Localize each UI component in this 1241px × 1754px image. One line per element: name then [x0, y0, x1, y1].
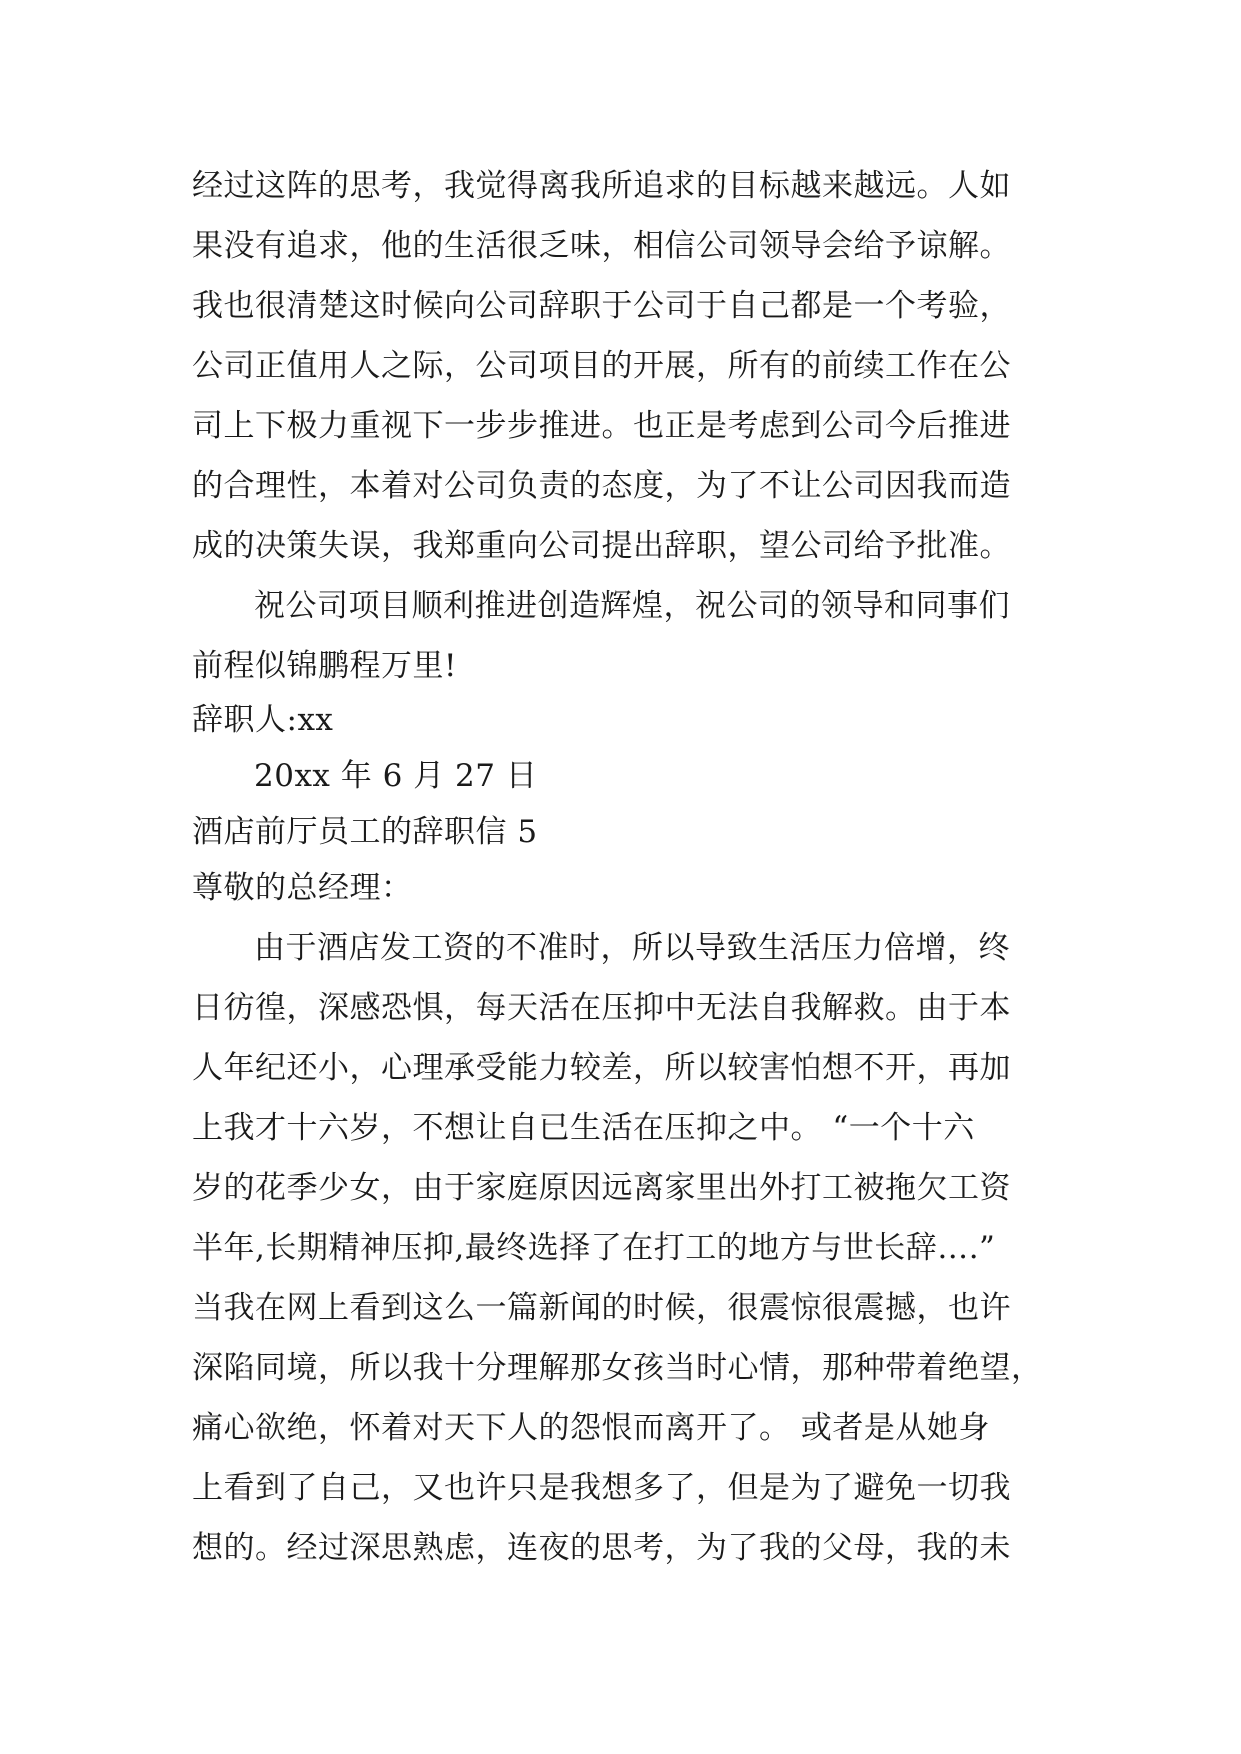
- text-line: 上我才十六岁，不想让自已生活在压抑之中。 “一个十六: [192, 1110, 975, 1146]
- text-line: 日彷徨，深感恐惧，每天活在压抑中无法自我解救。由于本: [192, 990, 1011, 1026]
- text-line: 司上下极力重视下一步步推进。也正是考虑到公司今后推进: [192, 408, 1011, 444]
- text-line: 的合理性，本着对公司负责的态度，为了不让公司因我而造: [192, 468, 1011, 504]
- text-line: 成的决策失误，我郑重向公司提出辞职，望公司给予批准。: [192, 528, 1011, 564]
- text-line: 想的。经过深思熟虑，连夜的思考，为了我的父母，我的未: [192, 1530, 1011, 1566]
- text-line: 祝公司项目顺利推进创造辉煌，祝公司的领导和同事们: [254, 588, 1010, 624]
- text-line: 经过这阵的思考，我觉得离我所追求的目标越来越远。人如: [192, 168, 1011, 204]
- text-line: 痛心欲绝，怀着对天下人的怨恨而离开了。 或者是从她身: [192, 1410, 990, 1446]
- salutation: 尊敬的总经理：: [192, 870, 413, 906]
- text-line: 深陷同境，所以我十分理解那女孩当时心情，那种带着绝望，: [192, 1350, 1043, 1386]
- date-line: 20xx 年 6 月 27 日: [254, 758, 538, 794]
- text-line: 岁的花季少女，由于家庭原因远离家里出外打工被拖欠工资: [192, 1170, 1011, 1206]
- text-line: 我也很清楚这时候向公司辞职于公司于自己都是一个考验，: [192, 288, 1011, 324]
- text-line: 公司正值用人之际，公司项目的开展，所有的前续工作在公: [192, 348, 1011, 384]
- text-line: 前程似锦鹏程万里!: [192, 648, 457, 684]
- section-title: 酒店前厅员工的辞职信 5: [192, 814, 538, 850]
- text-line: 当我在网上看到这么一篇新闻的时候，很震惊很震撼，也许: [192, 1290, 1011, 1326]
- text-line: 上看到了自己，又也许只是我想多了，但是为了避免一切我: [192, 1470, 1011, 1506]
- text-line: 由于酒店发工资的不准时，所以导致生活压力倍增，终: [254, 930, 1010, 966]
- text-line: 半年,长期精神压抑,最终选择了在打工的地方与世长辞….”: [192, 1230, 996, 1266]
- signature-line: 辞职人:xx: [192, 702, 334, 738]
- text-line: 人年纪还小，心理承受能力较差，所以较害怕想不开，再加: [192, 1050, 1011, 1086]
- text-line: 果没有追求，他的生活很乏味，相信公司领导会给予谅解。: [192, 228, 1011, 264]
